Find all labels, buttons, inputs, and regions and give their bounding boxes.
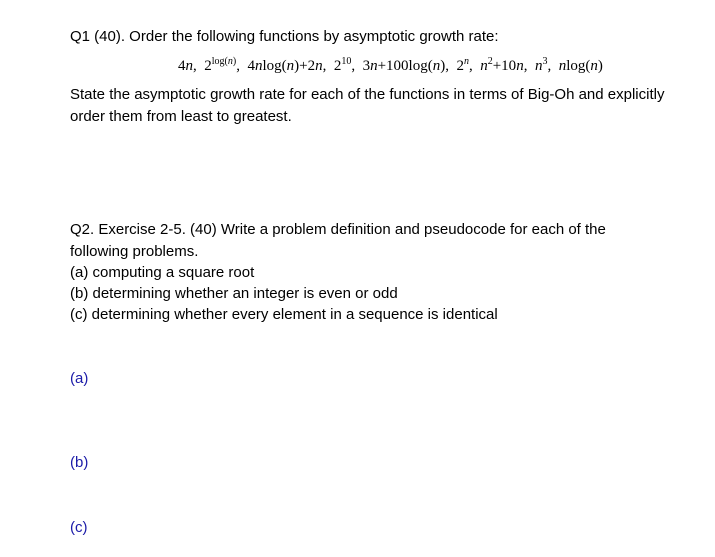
q1-title: Q1 (40). Order the following functions by asymptotic growth rate: bbox=[70, 28, 499, 45]
q1-instruction-line1: State the asymptotic growth rate for each of the functions in terms of Big-Oh and explicitly bbox=[70, 86, 665, 103]
q1-instruction-line2: order them from least to greatest. bbox=[70, 108, 292, 125]
answer-label-c: (c) bbox=[70, 519, 88, 536]
answer-label-b: (b) bbox=[70, 454, 89, 471]
q2-title-cont: following problems. bbox=[70, 243, 199, 260]
q2-item-a: (a) computing a square root bbox=[70, 264, 255, 281]
q2-item-c: (c) determining whether every element in a sequence is identical bbox=[70, 306, 498, 323]
q2-title: Q2. Exercise 2-5. (40) Write a problem definition and pseudocode for each of the bbox=[70, 221, 606, 238]
q2-item-b: (b) determining whether an integer is even or odd bbox=[70, 285, 398, 302]
growth-functions-formula: 4n, $2^{log(n)}$, 4nlog(n)+2n, $2^{10}$, 3n+100log(n), 2$^n$, $n^2+10n$, $n^3$, nlog(n) bbox=[178, 56, 603, 74]
answer-label-a: (a) bbox=[70, 370, 89, 387]
